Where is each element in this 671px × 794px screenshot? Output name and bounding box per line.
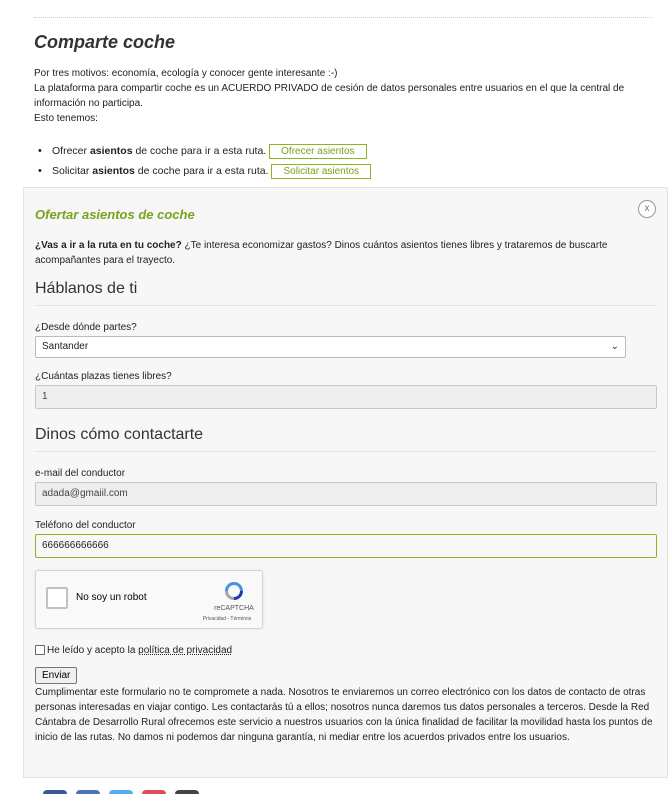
privacy-checkbox[interactable] bbox=[35, 645, 45, 655]
intro-line-2: La plataforma para compartir coche es un ACUERDO PRIVADO de cesión de datos personales entre usuarios en el que la central de información no participa. bbox=[34, 83, 625, 109]
form-note: Cumplimentar este formulario no te compromete a nada. Nosotros te enviaremos un correo electrónico con los datos de contacto de otras personas interesadas en viajar contigo. Les contactarás tú a ellos; nosotros nunca daremos tus datos personales a terceros. Desde la Red Cántabra de Desarrollo Rural ofrecemos este servicio a nuestros usuarios con la única finalidad de facilitar la movilidad hasta los puntos de inicio de las rutas. No damos ni podemos dar ninguna garantía, ni mediar entre los acuerdos privados entre los usuarios. bbox=[35, 687, 653, 743]
form-intro bbox=[35, 238, 655, 268]
intro-line-1: Por tres motivos: economía, ecología y conocer gente interesante :-) bbox=[34, 68, 338, 79]
facebook-icon[interactable] bbox=[43, 790, 67, 794]
email-icon[interactable] bbox=[175, 790, 199, 794]
option-bold: asientos bbox=[92, 165, 135, 177]
close-icon[interactable]: x bbox=[638, 200, 656, 218]
email-field[interactable]: adada@gmaiil.com bbox=[35, 482, 657, 506]
recaptcha-icon bbox=[222, 579, 246, 603]
form-title: Ofertar asientos de coche bbox=[35, 207, 195, 222]
offer-seats-button[interactable]: Ofrecer asientos bbox=[269, 144, 366, 159]
linkedin-icon[interactable] bbox=[76, 790, 100, 794]
recaptcha-legal[interactable]: Privacidad - Términos bbox=[202, 616, 252, 622]
option-prefix: Solicitar bbox=[52, 165, 93, 177]
submit-button[interactable]: Enviar bbox=[35, 667, 77, 684]
privacy-consent bbox=[35, 645, 232, 656]
recaptcha-brand: reCAPTCHA bbox=[214, 605, 254, 612]
privacy-policy-link[interactable]: política de privacidad bbox=[138, 645, 233, 656]
recaptcha-text: No soy un robot bbox=[76, 592, 147, 603]
options-list bbox=[38, 143, 371, 183]
offer-seats-form bbox=[23, 187, 668, 778]
page-title: Comparte coche bbox=[34, 32, 176, 52]
origin-select[interactable] bbox=[35, 336, 626, 358]
phone-label: Teléfono del conductor bbox=[35, 520, 136, 531]
section-about-you: Háblanos de ti bbox=[35, 280, 656, 306]
origin-value: Santander bbox=[42, 341, 89, 352]
seats-input[interactable]: 1 bbox=[35, 385, 657, 409]
intro-line-3: Esto tenemos: bbox=[34, 113, 98, 124]
intro-text bbox=[34, 66, 654, 126]
recaptcha-widget bbox=[35, 570, 263, 629]
phone-field[interactable]: 666666666666 bbox=[35, 534, 657, 558]
twitter-icon[interactable] bbox=[109, 790, 133, 794]
share-buttons bbox=[43, 790, 201, 794]
email-label: e-mail del conductor bbox=[35, 468, 126, 479]
seats-label: ¿Cuántas plazas tienes libres? bbox=[35, 371, 172, 382]
list-item bbox=[38, 163, 371, 183]
chevron-down-icon: ⌄ bbox=[610, 341, 619, 352]
top-divider bbox=[34, 17, 652, 18]
section-contact: Dinos cómo contactarte bbox=[35, 426, 656, 452]
form-intro-rest: ¿Te interesa economizar gastos? Dinos cuántos asientos tienes libres y trataremos de buscarte acompañantes para el trayecto. bbox=[35, 240, 608, 266]
form-intro-bold: ¿Vas a ir a la ruta en tu coche? bbox=[35, 240, 182, 251]
list-item bbox=[38, 143, 371, 163]
option-bold: asientos bbox=[89, 145, 133, 157]
option-suffix: de coche para ir a esta ruta. bbox=[134, 165, 269, 177]
recaptcha-checkbox[interactable] bbox=[46, 587, 68, 609]
privacy-text: He leído y acepto la bbox=[47, 645, 139, 656]
origin-label: ¿Desde dónde partes? bbox=[35, 322, 137, 333]
option-prefix: Ofrecer bbox=[52, 145, 90, 157]
google-plus-icon[interactable] bbox=[142, 790, 166, 794]
request-seats-button[interactable]: Solicitar asientos bbox=[271, 164, 371, 179]
option-suffix: de coche para ir a esta ruta. bbox=[132, 145, 267, 157]
